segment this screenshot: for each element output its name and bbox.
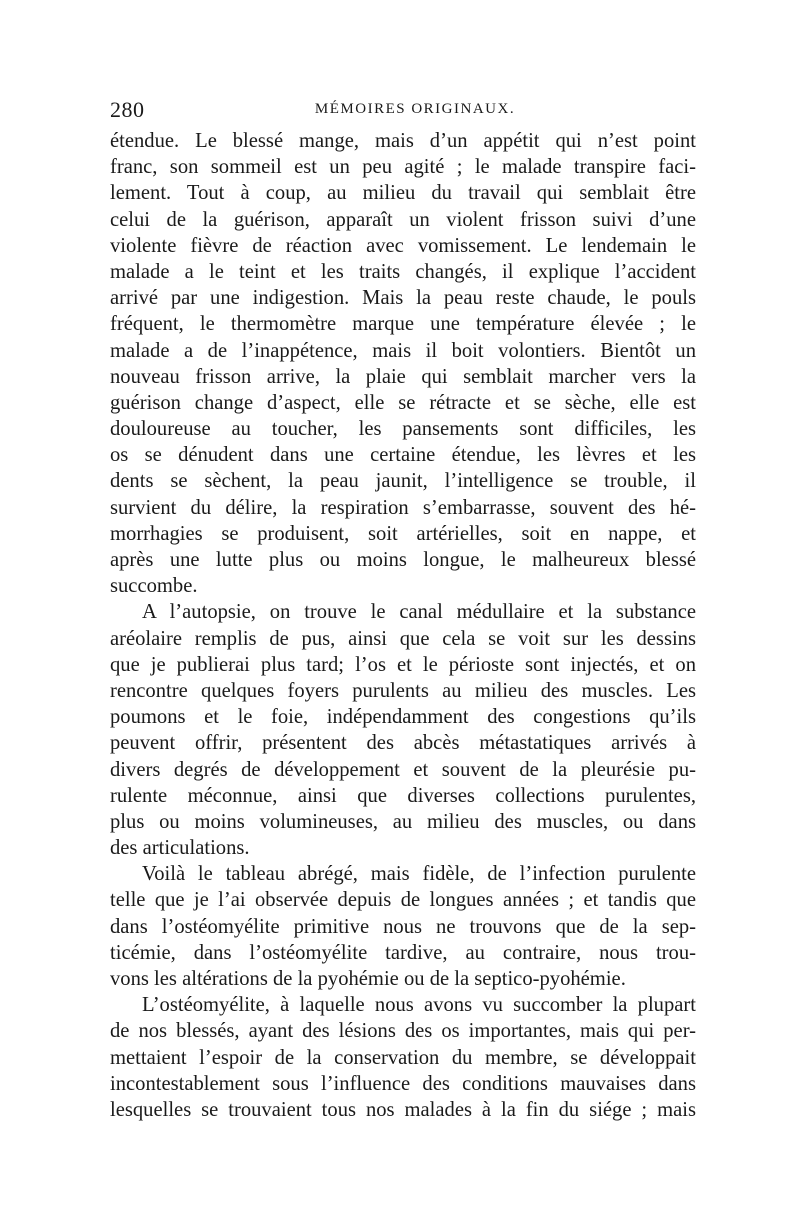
text-line: Voilà le tableau abrégé, mais fidèle, de l’infection purulente [142, 863, 696, 886]
body-text [110, 128, 696, 1123]
text-line: morrhagies se produisent, soit artérielles, soit en nappe, et [110, 522, 696, 545]
text-line: rulente méconnue, ainsi que diverses collections purulentes, [110, 784, 696, 807]
text-line: survient du délire, la respiration s’embarrasse, souvent des hé- [110, 496, 696, 519]
text-line: A l’autopsie, on trouve le canal médullaire et la substance [142, 601, 696, 624]
text-line: lement. Tout à coup, au milieu du travail qui semblait être [110, 182, 696, 205]
text-line: franc, son sommeil est un peu agité ; le malade transpire faci- [110, 156, 696, 179]
text-line: ticémie, dans l’ostéomyélite tardive, au contraire, nous trou- [110, 941, 696, 964]
text-line: violente fièvre de réaction avec vomissement. Le lendemain le [110, 234, 696, 257]
text-line: des articulations. [110, 837, 250, 860]
text-line: nouveau frisson arrive, la plaie qui semblait marcher vers la [110, 365, 696, 388]
text-line: après une lutte plus ou moins longue, le malheureux blessé [110, 549, 696, 571]
text-line: peuvent offrir, présentent des abcès métastatiques arrivés à [110, 732, 696, 755]
text-line: L’ostéomyélite, à laquelle nous avons vu succomber la plupart [142, 994, 696, 1017]
text-line: mettaient l’espoir de la conservation du membre, se développait [110, 1046, 696, 1069]
running-title: MÉMOIRES ORIGINAUX. [314, 101, 516, 117]
page-number: 280 [110, 97, 145, 122]
text-line: celui de la guérison, apparaît un violent frisson suivi d’une [110, 208, 696, 231]
text-line: malade a de l’inappétence, mais il boit volontiers. Bientôt un [110, 339, 696, 362]
text-line: vons les altérations de la pyohémie ou de la septico-pyohémie. [110, 968, 626, 990]
text-line: de nos blessés, ayant des lésions des os importantes, mais qui per- [110, 1020, 696, 1043]
text-line: succombe. [110, 575, 198, 598]
text-line: poumons et le foie, indépendamment des congestions qu’ils [110, 706, 696, 729]
text-line: divers degrés de développement et souvent de la pleurésie pu- [110, 758, 696, 781]
text-line: os se dénudent dans une certaine étendue, les lèvres et les [110, 444, 696, 467]
text-line: incontestablement sous l’influence des conditions mauvaises dans [110, 1072, 696, 1095]
text-line: telle que je l’ai observée depuis de longues années ; et tandis que [110, 889, 696, 912]
text-line: douloureuse au toucher, les pansements sont difficiles, les [110, 418, 696, 441]
text-line: dans l’ostéomyélite primitive nous ne trouvons que de la sep- [110, 915, 696, 938]
text-line: aréolaire remplis de pus, ainsi que cela se voit sur les dessins [110, 627, 696, 650]
text-line: plus ou moins volumineuses, au milieu des muscles, ou dans [110, 810, 696, 833]
text-line: dents se sèchent, la peau jaunit, l’intelligence se trouble, il [110, 470, 696, 493]
text-line: arrivé par une indigestion. Mais la peau reste chaude, le pouls [110, 287, 696, 310]
text-line: que je publierai plus tard; l’os et le périoste sont injectés, et on [110, 653, 696, 676]
text-line: rencontre quelques foyers purulents au milieu des muscles. Les [110, 679, 696, 702]
running-header [110, 97, 690, 127]
text-line: lesquelles se trouvaient tous nos malades à la fin du siége ; mais [110, 1098, 696, 1121]
text-line: fréquent, le thermomètre marque une température élevée ; le [110, 313, 696, 336]
text-line: guérison change d’aspect, elle se rétracte et se sèche, elle est [110, 391, 696, 414]
text-line: étendue. Le blessé mange, mais d’un appétit qui n’est point [110, 130, 696, 152]
text-line: malade a le teint et les traits changés, il explique l’accident [110, 260, 696, 283]
